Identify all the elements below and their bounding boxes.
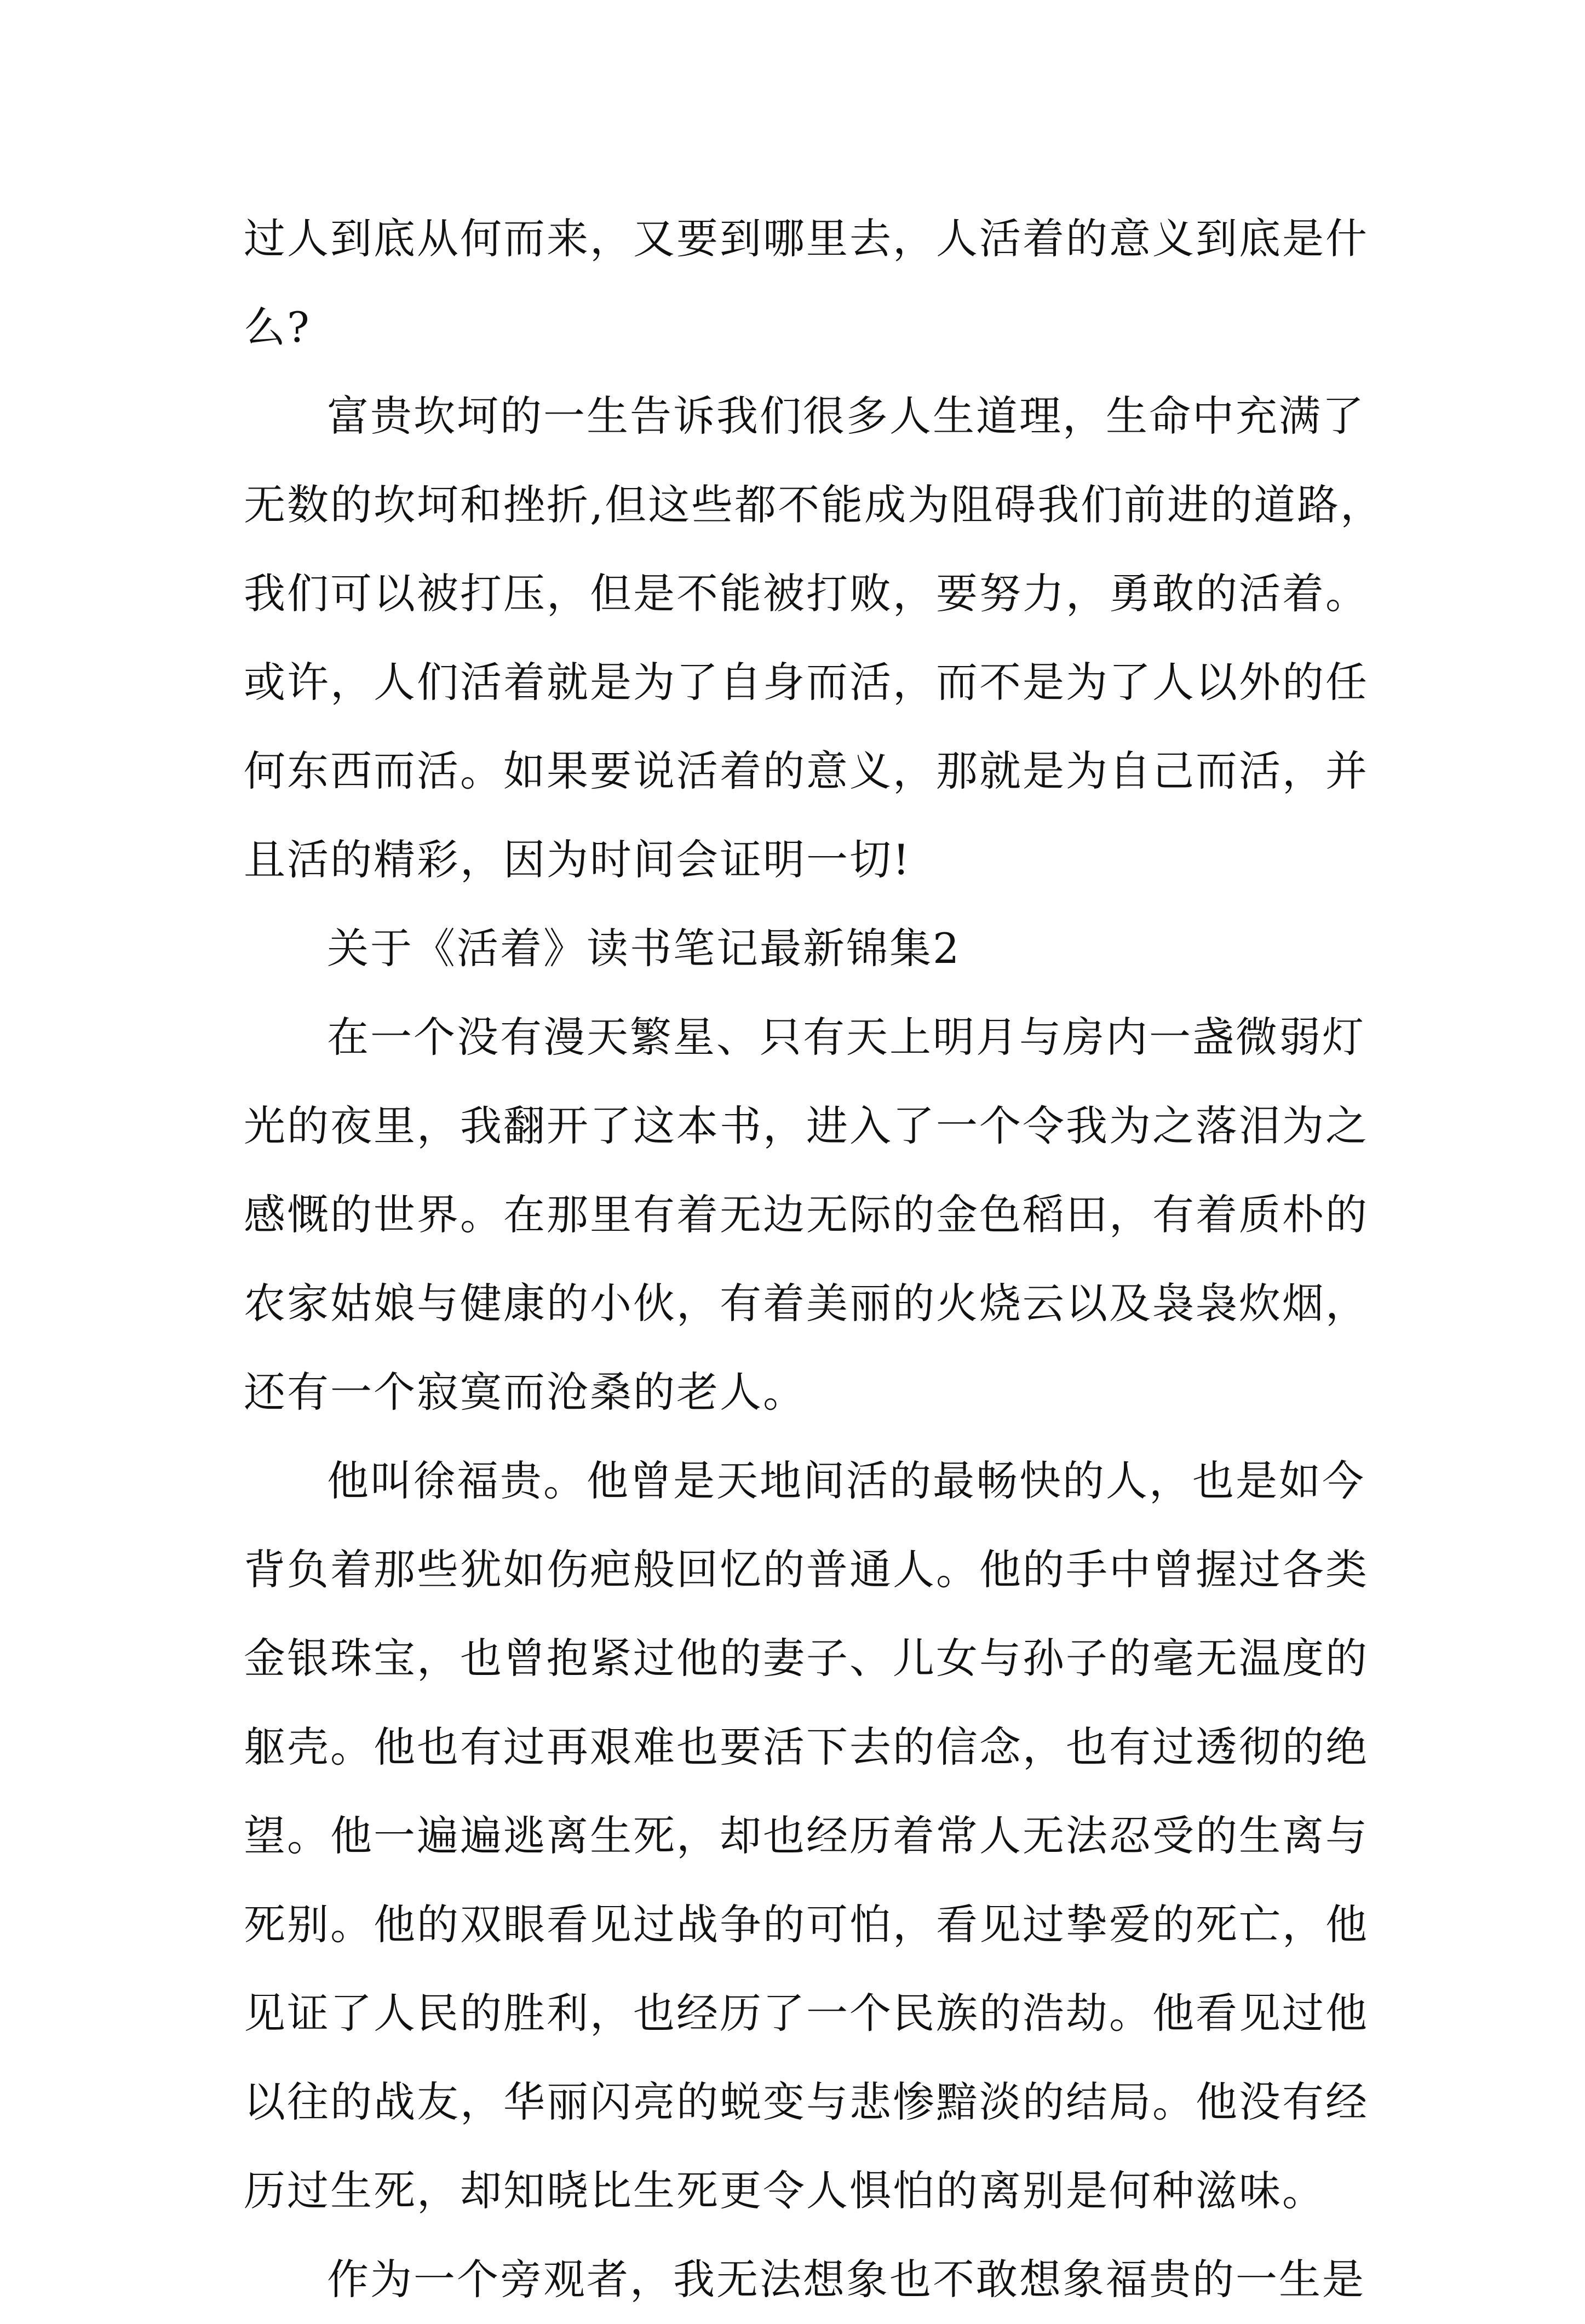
text-line: 或许，人们活着就是为了自身而活，而不是为了人以外的任 (244, 658, 1369, 707)
text-line: 望。他一遍遍逃离生死，却也经历着常人无法忍受的生离与 (244, 1811, 1369, 1860)
text-line: 么? (244, 303, 311, 352)
paragraph-3 (244, 993, 1369, 1437)
text-line: 金银珠宝，也曾抱紧过他的妻子、儿女与孙子的毫无温度的 (244, 1634, 1369, 1683)
text-line: 死别。他的双眼看见过战争的可怕，看见过挚爱的死亡，他 (244, 1900, 1369, 1949)
paragraph-5 (244, 2235, 1365, 2324)
text-line: 过人到底从何而来，又要到哪里去，人活着的意义到底是什 (244, 214, 1369, 263)
text-line: 还有一个寂寞而沧桑的老人。 (244, 1368, 806, 1416)
text-line: 农家姑娘与健康的小伙，有着美丽的火烧云以及袅袅炊烟， (244, 1279, 1369, 1328)
text-line: 作为一个旁观者，我无法想象也不敢想象福贵的一生是 (327, 2255, 1365, 2304)
section-heading: 关于《活着》读书笔记最新锦集2 (327, 924, 961, 973)
text-line: 我们可以被打压，但是不能被打败，要努力，勇敢的活着。 (244, 569, 1369, 618)
paragraph-2 (244, 372, 1384, 904)
text-line: 且活的精彩，因为时间会证明一切! (244, 835, 911, 884)
paragraph-1 (244, 194, 1369, 372)
text-line: 躯壳。他也有过再艰难也要活下去的信念，也有过透彻的绝 (244, 1723, 1369, 1771)
text-line: 感慨的世界。在那里有着无边无际的金色稻田，有着质朴的 (244, 1190, 1369, 1239)
text-line: 何东西而活。如果要说活着的意义，那就是为自己而活，并 (244, 747, 1369, 795)
text-line: 历过生死，却知晓比生死更令人惧怕的离别是何种滋味。 (244, 2166, 1325, 2215)
text-line: 以往的战友，华丽闪亮的蜕变与悲惨黯淡的结局。他没有经 (244, 2078, 1369, 2126)
text-line: 富贵坎坷的一生告诉我们很多人生道理，生命中充满了 (327, 392, 1365, 440)
text-line: 他叫徐福贵。他曾是天地间活的最畅快的人，也是如今 (327, 1456, 1365, 1505)
paragraph-4 (244, 1437, 1369, 2235)
text-line: 无数的坎坷和挫折,但这些都不能成为阻碍我们前进的道路， (244, 480, 1384, 529)
document-body (244, 194, 1384, 2324)
text-line: 在一个没有漫天繁星、只有天上明月与房内一盏微弱灯 (327, 1013, 1365, 1061)
text-line: 光的夜里，我翻开了这本书，进入了一个令我为之落泪为之 (244, 1101, 1369, 1150)
text-line: 背负着那些犹如伤疤般回忆的普通人。他的手中曾握过各类 (244, 1545, 1369, 1594)
text-line: 见证了人民的胜利，也经历了一个民族的浩劫。他看见过他 (244, 1989, 1369, 2038)
